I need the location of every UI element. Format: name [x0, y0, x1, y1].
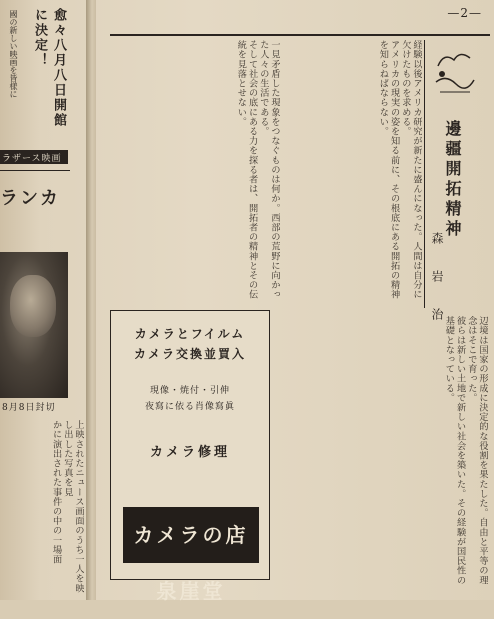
article-paragraph: そして社会の底にある力を探る者は、開拓者の精神とその伝統を見落とせない。 [235, 40, 258, 300]
article-title: 邊疆開拓精神 [443, 120, 462, 240]
ad-service-line: 夜寫に依る肖像寫眞 [144, 402, 235, 412]
article-column-1 [282, 40, 422, 308]
article-paragraph: アメリカの現実の姿を知る前に、その根底にある開拓の精神を知らねばならない。 [377, 40, 400, 300]
article-author: 森 岩 治 [430, 232, 444, 326]
article-paragraph: 彼らは新しい土地で新しい社会を築いた。その経験が国民性の基礎となっている。 [443, 316, 466, 585]
article-paragraph: 経験以後アメリカ研究が新たに盛んになった。人間は自分に欠けたものを求める。 [399, 40, 422, 300]
page-fold [86, 0, 96, 600]
article-column-3 [272, 316, 488, 586]
left-paragraph: 上映されたニュース画面のうち一人を映し出した写真を見 [61, 420, 84, 593]
camera-shop-ad [110, 310, 270, 603]
movie-title: ランカ [0, 188, 60, 209]
page-number: —2— [447, 6, 482, 20]
left-divider [0, 170, 70, 171]
ad-repair-line: カメラ修理 [149, 445, 230, 460]
left-column-text [2, 420, 84, 596]
article-column-2 [112, 40, 280, 308]
shop-name-logo: カメラの店 泉崖堂 [123, 507, 259, 563]
announcement-fine-print: 國の新しい映画を皆様に [9, 10, 18, 98]
opening-announcement: 愈々八月八日開館に決定！ [32, 8, 66, 128]
article-paragraph: 辺境は国家の形成に決定的な役割を果たした。自由と平等の理念はそこで育った。 [465, 316, 488, 585]
distributor-text: ラザース映画 [2, 154, 62, 164]
article-paragraph: 一見矛盾した現象をつなぐものは何か。西部の荒野に向かった人々の生活である。 [257, 40, 280, 300]
left-paragraph: かに演出された事件の中の一場面 [50, 420, 62, 564]
ad-heading: カメラとフイルム [134, 327, 246, 341]
release-date: 8月8日封切 [2, 403, 56, 413]
actor-face [10, 275, 56, 337]
ad-service-line: 現像・焼付・引伸 [149, 386, 230, 396]
ad-subheading: カメラ交換並買入 [133, 347, 246, 361]
header-rule [110, 34, 490, 36]
